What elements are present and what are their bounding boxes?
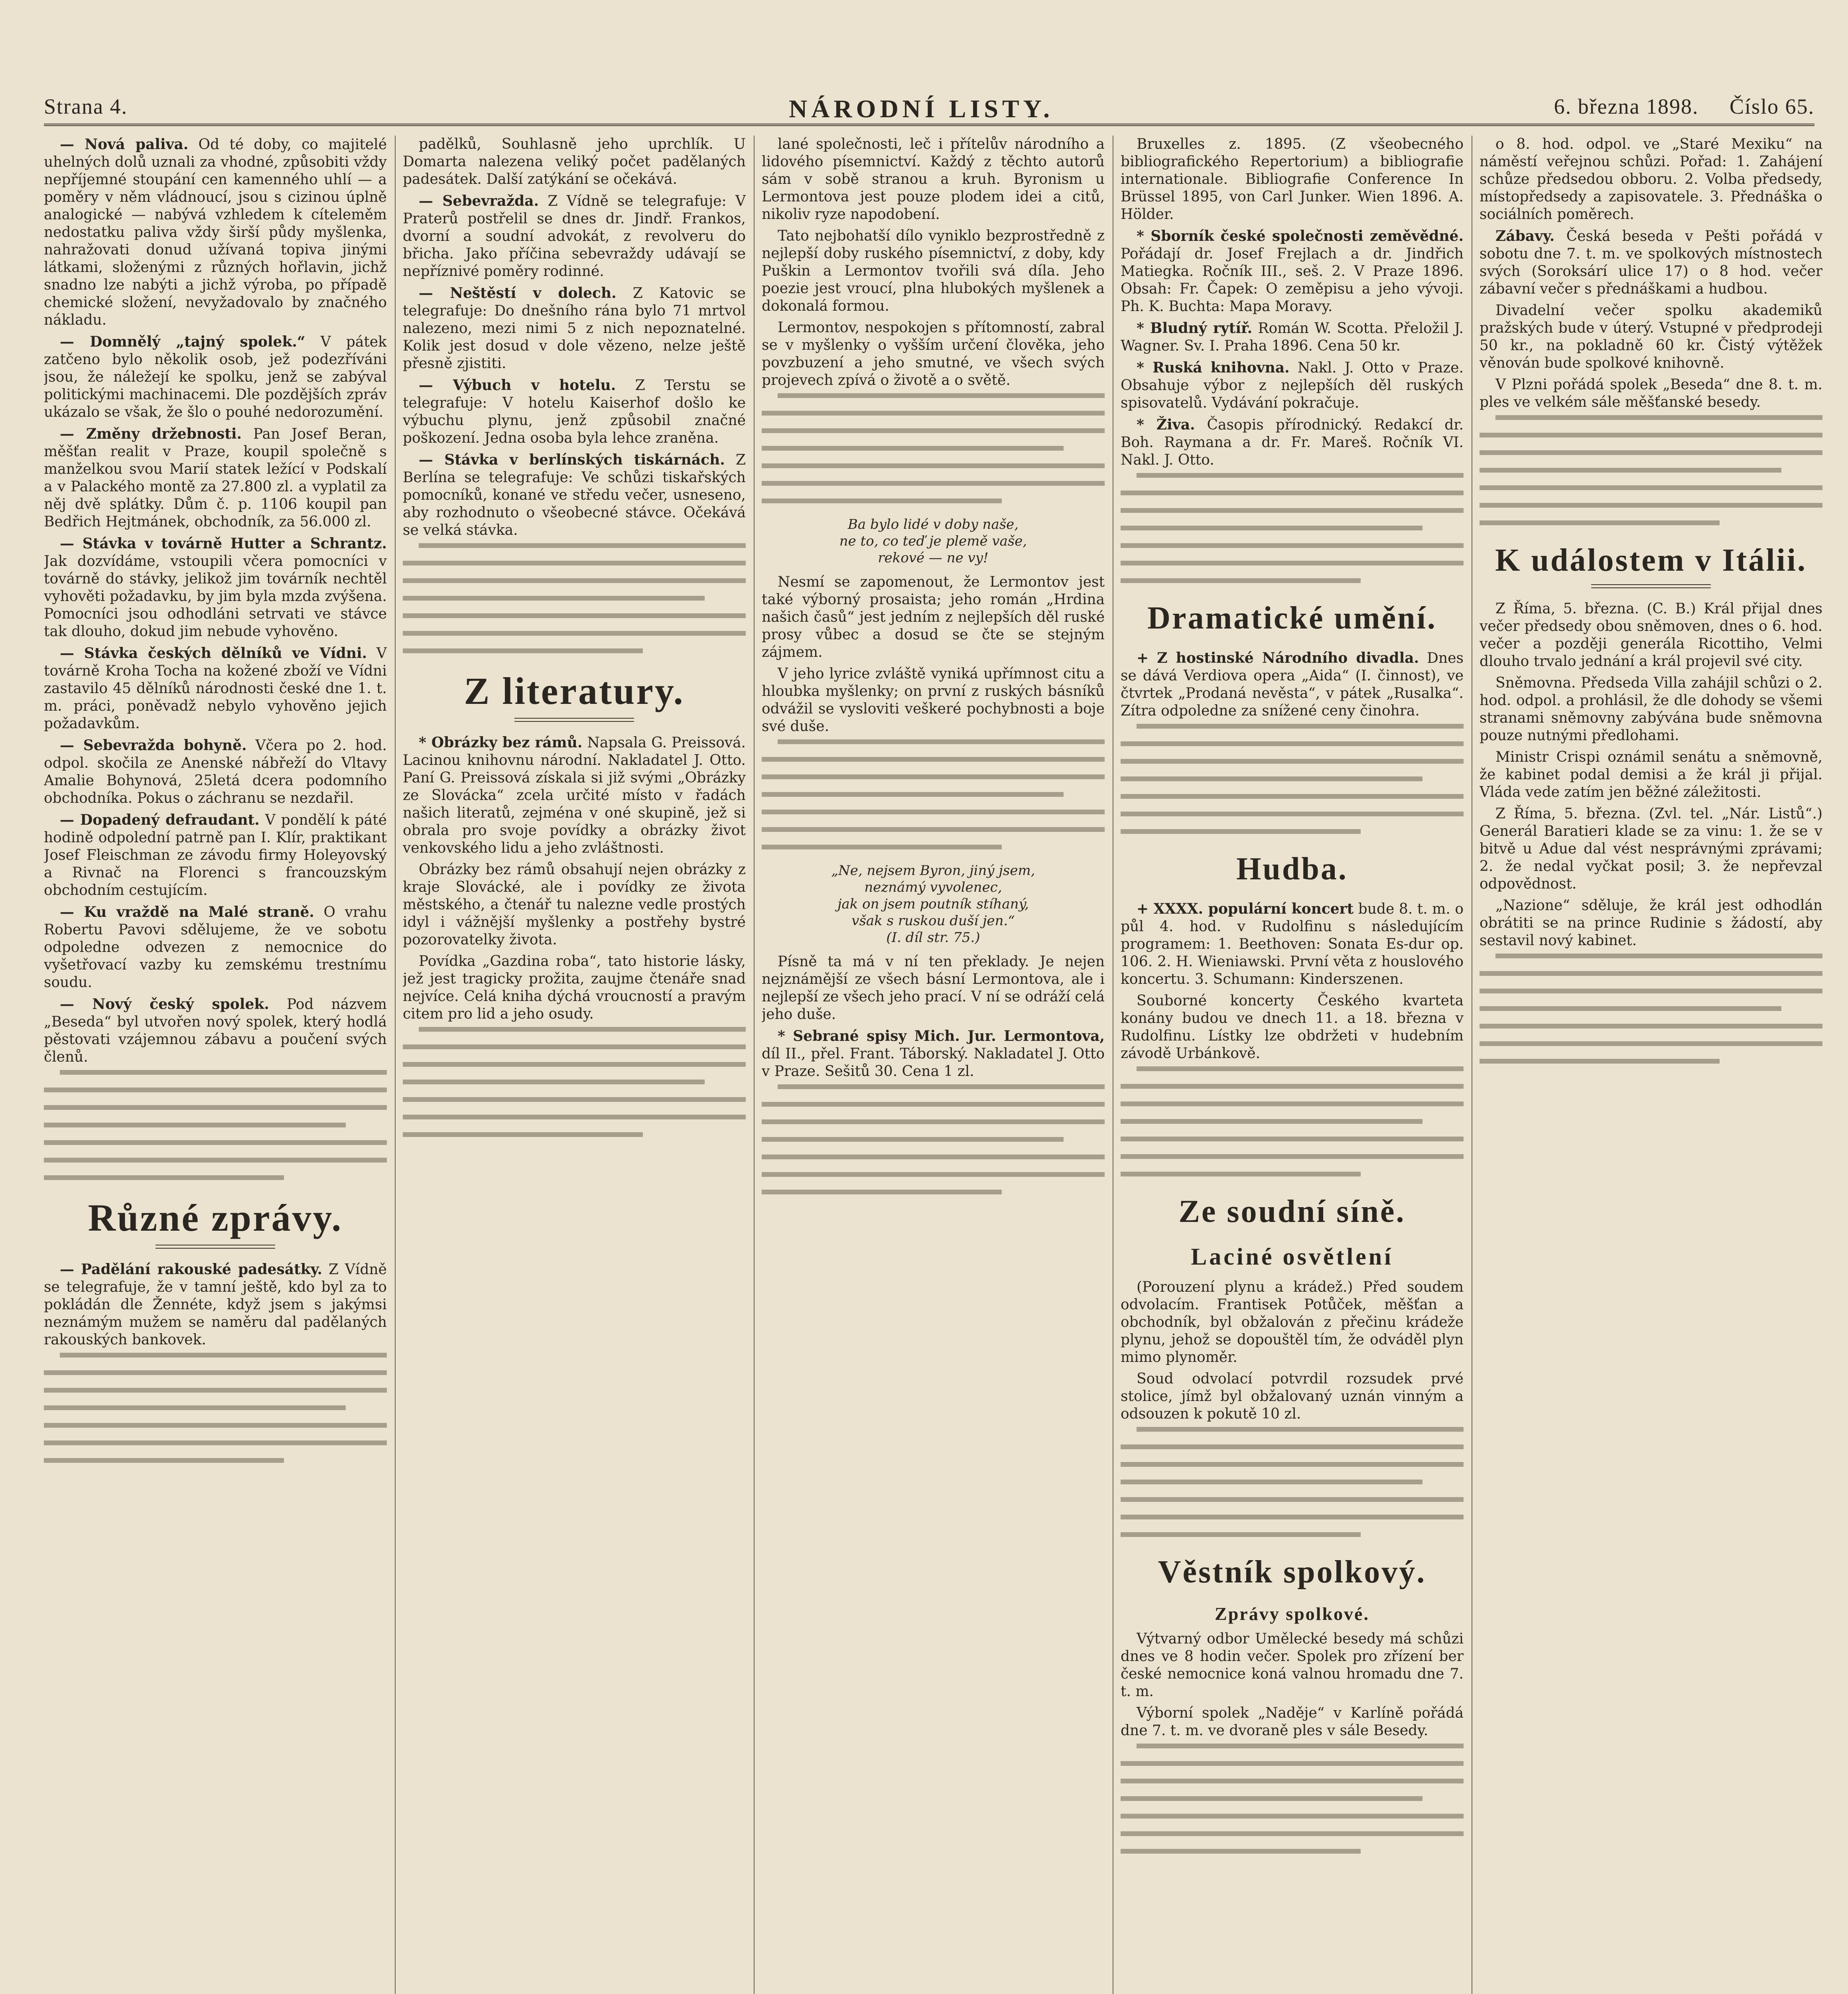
section-ornament xyxy=(514,718,634,722)
article-headline: + Z hostinské Národního divadla. xyxy=(1137,650,1419,666)
article-body: padělků, Souhlasně jeho uprchlík. U Domarta nalezena veliký počet padělaných padesátek. Další zatýkání se očekává. xyxy=(403,136,746,187)
article-paragraph xyxy=(1121,900,1464,988)
text-line xyxy=(1495,415,1822,420)
article-headline: — Stávka českých dělníků ve Vídni. xyxy=(60,645,367,662)
text-line xyxy=(403,1132,643,1137)
text-line xyxy=(762,810,1105,814)
text-line xyxy=(762,498,1002,503)
poem-quote: Ba bylo lidé v doby naše, ne to, co teď je plemě vaše, rekové — ne vy! xyxy=(839,516,1027,566)
article-body: Obrázky bez rámů obsahují nejen obrázky z kraje Slovácké, ale i povídky ze života městského, a čtenář tu nalezne vedle prostých idyl i vážnější myšlenky a postřehy bystré pozorovatelky života. xyxy=(403,861,746,948)
text-line xyxy=(1121,578,1361,583)
text-line xyxy=(1480,1041,1822,1046)
article-paragraph xyxy=(1480,897,1822,950)
text-line xyxy=(778,739,1105,744)
text-texture xyxy=(1480,954,1822,1064)
text-line xyxy=(1480,971,1822,976)
text-line xyxy=(1121,543,1464,548)
text-texture xyxy=(44,1070,387,1180)
text-line xyxy=(762,845,1002,849)
text-texture xyxy=(762,393,1105,503)
article-body: O vrahu Robertu Pavovi sdělujeme, že ve sobotu odpoledne odvezen z nemocnice do vyšetřovací vazby ku zemskému trestnímu soudu. xyxy=(44,904,387,991)
text-texture xyxy=(1121,724,1464,834)
article-paragraph xyxy=(44,995,387,1066)
text-line xyxy=(44,1140,387,1145)
article-paragraph xyxy=(762,573,1105,661)
article-paragraph xyxy=(44,136,387,329)
article-body: Souborné koncerty Českého kvarteta konány budou ve dnech 11. a 18. března v Rudolfinu. Lístky lze obdržeti v hudebním závodě Urbánkově. xyxy=(1121,993,1464,1062)
article-headline: * Obrázky bez rámů. xyxy=(419,734,583,751)
article-headline: — Ku vraždě na Malé straně. xyxy=(60,904,314,920)
article-body: V jeho lyrice zvláště vyniká upřímnost citu a hloubka myšlenky; on první z ruských básníků odvážil se vysloviti veškeré pochybnosti a boje své duše. xyxy=(762,666,1105,735)
article-paragraph xyxy=(1121,1630,1464,1700)
newspaper-title: NÁRODNÍ LISTY. xyxy=(789,95,1054,123)
article-headline: — Sebevražda. xyxy=(419,193,539,209)
column-2 xyxy=(403,136,746,1994)
text-line xyxy=(1121,1814,1464,1819)
article-paragraph xyxy=(1121,319,1464,355)
article-headline: * Ruská knihovna. xyxy=(1137,359,1290,376)
article-paragraph xyxy=(403,136,746,188)
text-line xyxy=(1121,526,1422,530)
article-paragraph xyxy=(403,734,746,857)
article-body: Včera po 2. hod. odpol. skočila ze Anenské nábřeží do Vltavy Amalie Bohynová, 25letá dcera podomního obchodníka. Pokus o záchranu se nezdařil. xyxy=(44,737,387,806)
article-paragraph xyxy=(1121,359,1464,412)
text-texture xyxy=(1121,1427,1464,1537)
text-line xyxy=(1121,508,1464,513)
article-title-osvetleni: Laciné osvětlení xyxy=(1191,1243,1393,1270)
text-line xyxy=(762,792,1064,797)
article-body: V pátek zatčeno bylo několik osob, jež podezříváni jsou, že náležejí ke spolku, jenž se zabýval politickými machinacemi. Dle pozdějších zpráv ukázalo se však, že šlo o pouhé nedorozumění. xyxy=(44,334,387,420)
text-line xyxy=(1137,473,1464,478)
article-body: V továrně Kroha Tocha na kožené zboží ve Vídni zastavilo 45 dělníků národnosti české dne 1. t. m. práci, poněvadž nebylo vyhověno jejich požadavkům. xyxy=(44,645,387,732)
article-paragraph xyxy=(1121,1370,1464,1423)
column-rule xyxy=(754,136,755,1994)
article-paragraph xyxy=(762,319,1105,389)
article-headline: — Stávka v továrně Hutter a Schrantz. xyxy=(60,535,387,552)
article-body: Dnes se dává Verdiova opera „Aida“ (I. činnost), ve čtvrtek „Prodaná nevěsta“, v pátek „Rusalka“. Zítra odpoledne za snížené ceny činohra. xyxy=(1121,650,1464,719)
text-line xyxy=(403,613,746,618)
article-body: Divadelní večer spolku akademiků pražských bude v úterý. Vstupné v předprodeji 50 kr., na pokladně 60 kr. Čistý výtěžek věnován bude spolkové knihovně. xyxy=(1480,302,1822,371)
text-line xyxy=(60,1070,387,1075)
text-line xyxy=(403,631,746,636)
text-line xyxy=(762,481,1105,486)
article-paragraph xyxy=(1480,805,1822,893)
text-line xyxy=(762,1190,1002,1194)
section-title-udalosti-v-italii: K událostem v Itálii. xyxy=(1480,541,1822,588)
article-paragraph xyxy=(1121,1704,1464,1740)
article-body: „Nazione“ sděluje, že král jest odhodlán obrátiti se na prince Rudinie s žádostí, aby sestavil nový kabinet. xyxy=(1480,897,1822,949)
section-ornament xyxy=(156,1245,275,1249)
text-line xyxy=(1121,1172,1361,1176)
text-line xyxy=(1121,1444,1464,1449)
column-5 xyxy=(1480,136,1822,1994)
masthead xyxy=(44,92,1815,126)
text-line xyxy=(1121,812,1464,816)
article-body: Napsala G. Preissová. Lacinou knihovnu národní. Nakladatel J. Otto. Paní G. Preissová získala si již svými „Obrázky ze Slovácka“ zcela určité místo v řadách našich literatů, zejména v oné skupině, jež si obrala pro svoje povídky a obrázky život venkovského lidu a jeho zvláštnosti. xyxy=(403,735,746,856)
article-body: bude 8. t. m. o půl 4. hod. v Rudolfinu s následujícím programem: 1. Beethoven: Sonata Es-dur op. 106. 2. H. Wieniawski. První věta z houslového koncertu. 3. Schumann: Kinderszenen. xyxy=(1121,901,1464,987)
article-body: díl II., přel. Frant. Táborský. Nakladatel J. Otto v Praze. Sešitů 30. Cena 1 zl. xyxy=(762,1046,1105,1080)
article-headline: + XXXX. populární koncert xyxy=(1137,900,1354,917)
text-line xyxy=(403,561,746,565)
article-paragraph xyxy=(403,953,746,1023)
text-line xyxy=(44,1423,387,1428)
article-body: Pod názvem „Beseda“ byl utvořen nový spolek, který hodlá pěstovati vzájemnou zábavu a poučení svých členů. xyxy=(44,996,387,1065)
text-line xyxy=(1121,759,1464,764)
article-body: Nesmí se zapomenout, že Lermontov jest také výborný prosaista; jeho román „Hrdina našich časů“ jest jedním z nejlepších děl ruské prosy vůbec a dosud se čte se stejným zájmem. xyxy=(762,574,1105,660)
text-line xyxy=(1480,485,1822,490)
text-line xyxy=(44,1405,346,1410)
article-headline: — Nová paliva. xyxy=(60,136,189,153)
text-line xyxy=(1121,1084,1464,1089)
text-line xyxy=(1480,468,1781,473)
article-paragraph xyxy=(1121,649,1464,720)
section-title-vestnik-spolkovy: Věstník spolkový. xyxy=(1158,1555,1426,1590)
text-line xyxy=(1480,433,1822,437)
poem-quote: „Ne, nejsem Byron, jiný jsem, neznámý vyvolenec, jak on jsem poutník stíhaný, však s ruskou duší jen.“ (I. díl str. 75.) xyxy=(831,863,1035,946)
article-paragraph xyxy=(1480,302,1822,372)
article-body: Od té doby, co majitelé uhelných dolů uznali za vhodné, způsobiti vždy nepříjemné stoupání cen kamenného uhlí — a poměry v něm vládnoucí, jsou s cizinou úplně analogické — nabývá vzhledem k cíteleměm nedostatku paliva vždy širší půdy myšlenka, nahražovati donud užívaná topiva jinými látkami, složenými z různých hořlavin, jichž snadno lze nabýti a jichž výroba, po případě chemické složení, nevyžadovalo by značného nákladu. xyxy=(44,136,387,328)
page-number: Strana 4. xyxy=(44,95,128,118)
text-line xyxy=(1480,1059,1720,1064)
text-line xyxy=(778,1084,1105,1089)
article-headline: — Výbuch v hotelu. xyxy=(419,377,616,394)
article-paragraph xyxy=(762,665,1105,735)
column-4 xyxy=(1121,136,1464,1994)
article-body: Nakl. J. Otto v Praze. Obsahuje výbor z nejlepších děl ruských spisovatelů. Vydávání pokračuje. xyxy=(1121,360,1464,411)
text-line xyxy=(1121,829,1361,834)
article-body: Povídka „Gazdina roba“, tato historie lásky, jež jest tragicky prožita, zaujme čtenáře snad nejvíce. Celá kniha dýchá vroucností a pravým citem pro lid a jeho osudy. xyxy=(403,953,746,1022)
text-line xyxy=(1121,1849,1361,1854)
text-texture xyxy=(1121,1066,1464,1176)
article-headline: — Změny držebnosti. xyxy=(60,426,242,442)
text-line xyxy=(1121,1119,1422,1124)
article-headline: — Dopadený defraudant. xyxy=(60,812,260,828)
article-paragraph xyxy=(1121,136,1464,223)
text-line xyxy=(419,543,746,548)
text-texture xyxy=(44,1353,387,1463)
text-line xyxy=(1121,1101,1464,1106)
text-line xyxy=(762,827,1105,832)
text-line xyxy=(762,428,1105,433)
text-line xyxy=(1121,741,1464,746)
article-paragraph xyxy=(1480,674,1822,745)
article-body: Výborní spolek „Naděje“ v Karlíně pořádá dne 7. t. m. ve dvoraně ples v sále Besedy. xyxy=(1121,1705,1464,1739)
article-paragraph xyxy=(1480,227,1822,298)
article-paragraph xyxy=(44,535,387,640)
text-line xyxy=(1137,1744,1464,1748)
text-line xyxy=(1121,1761,1464,1766)
article-body: Časopis přírodnický. Redakcí dr. Boh. Raymana a dr. Fr. Mareš. Ročník VI. Nakl. J. Otto. xyxy=(1121,417,1464,468)
text-line xyxy=(762,463,1105,468)
article-paragraph xyxy=(1121,416,1464,469)
text-texture xyxy=(403,1027,746,1137)
text-line xyxy=(44,1158,387,1163)
article-body: (Porouzení plynu a krádež.) Před soudem odvolacím. Frantisek Potůček, měšťan a obchodník, byl obžalován z přečinu krádeže plynu, jehož se dopouštěl tím, že odváděl plyn mimo plynoměr. xyxy=(1121,1279,1464,1365)
article-body: Z Říma, 5. března. (Zvl. tel. „Nár. Listů“.) Generál Baratieri klade se za vinu: 1. že se v bitvě u Adue dal vést nesprávnými zprávami; 2. že nedal vyčkat posil; 3. že nepřevzal odpovědnost. xyxy=(1480,806,1822,892)
article-paragraph xyxy=(403,284,746,372)
text-line xyxy=(762,774,1105,779)
text-line xyxy=(1121,1462,1464,1467)
text-line xyxy=(1480,520,1720,525)
section-title-z-literatury: Z literatury. xyxy=(403,669,746,722)
article-headline: — Padělání rakouské padesátky. xyxy=(60,1261,323,1278)
issue-info xyxy=(1554,94,1815,119)
text-line xyxy=(403,1097,746,1102)
text-line xyxy=(1137,1066,1464,1071)
article-headline: — Nový český spolek. xyxy=(60,996,269,1013)
text-texture xyxy=(1121,473,1464,583)
text-line xyxy=(403,648,643,653)
article-paragraph xyxy=(44,737,387,807)
text-line xyxy=(44,1370,387,1375)
text-line xyxy=(44,1440,387,1445)
article-paragraph xyxy=(1121,992,1464,1062)
text-line xyxy=(403,1062,746,1067)
article-headline: — Domnělý „tajný spolek.“ xyxy=(60,333,305,350)
article-body: Z Katovic se telegrafuje: Do dnešního rána bylo 71 mrtvol nalezeno, mezi nimi 5 z nich nepoznatelné. Kolik jest dosud v dole vězeno, nelze ještě přesně zjistiti. xyxy=(403,285,746,372)
section-title-ruzne-zpravy: Různé zprávy. xyxy=(44,1196,387,1249)
article-body: Z Vídně se telegrafuje, že v tamní ještě, kdo byl za to pokládán dle Žennéte, když jsem s jakýmsi neznámým mužem se naměru dal padělaných rakouských bankovek. xyxy=(44,1261,387,1348)
article-body: Výtvarný odbor Umělecké besedy má schůzi dnes ve 8 hodin večer. Spolek pro zřízení ber české nemocnice koná valnou hromadu dne 7. t. m. xyxy=(1121,1631,1464,1700)
text-line xyxy=(1121,776,1422,781)
article-body: Jak dozvídáme, vstoupili včera pomocníci v továrně do stávky, jelikož jim továrník nechtěl vyhověti požadavku, by jim byla mzda zvýšena. Pomocníci jsou odhodláni setrvati ve stávce tak dlouho, dokud jim nebude vyhověno. xyxy=(44,553,387,640)
issue-number: Číslo 65. xyxy=(1729,95,1815,118)
article-body: Soud odvolací potvrdil rozsudek prvé stolice, jímž byl obžalovaný uznán vinným a odsouzen k pokutě 10 zl. xyxy=(1121,1371,1464,1422)
text-line xyxy=(762,411,1105,416)
section-title-ze-soudni-sine: Ze soudní síně. xyxy=(1178,1194,1406,1229)
text-texture xyxy=(762,1084,1105,1194)
text-line xyxy=(44,1123,346,1127)
article-body: Sněmovna. Předseda Villa zahájil schůzi o 2. hod. odpol. a prohlásil, že dle dohody se všemi stranami sněmovny zabývána bude sněmovna pouze nutnými předlohami. xyxy=(1480,675,1822,744)
article-body: Pan Josef Beran, měšťan realit v Praze, koupil společně s manželkou svou Marií statek ležící v Podskalí a v Palackého montě za 27.800 zl. a vyplatil za něj dvě splátky. Dům č. p. 1106 koupil pan Bedřich Hejtmánek, obchodník, za 56.000 zl. xyxy=(44,426,387,530)
article-paragraph xyxy=(44,333,387,421)
article-paragraph xyxy=(762,227,1105,315)
text-line xyxy=(403,578,746,583)
article-paragraph xyxy=(44,903,387,991)
text-line xyxy=(403,1080,705,1084)
article-paragraph xyxy=(44,425,387,531)
text-line xyxy=(1480,1024,1822,1029)
article-body: lané společnosti, leč i přítelův národního a lidového písemnictví. Každý z těchto autorů sám v sobě stranou a kruh. Byronism u Lermontova jest pouze plodem idei a citů, nikoliv ryze napodobení. xyxy=(762,136,1105,223)
text-line xyxy=(762,446,1064,451)
article-paragraph xyxy=(403,376,746,447)
article-body: Ministr Crispi oznámil senátu a sněmovně, že kabinet podal demisi a že král ji přijal. Vláda vede zatím jen běžné záležitosti. xyxy=(1480,749,1822,800)
article-paragraph xyxy=(403,192,746,280)
text-line xyxy=(1495,954,1822,958)
text-line xyxy=(44,1088,387,1092)
article-paragraph xyxy=(762,953,1105,1023)
article-body: Česká beseda v Pešti pořádá v sobotu dne 7. t. m. ve spolkových místnostech svých (Soroksárí ulice 17) o 8 hod. večer zábavní večer s přednáškami a hudbou. xyxy=(1480,228,1822,297)
text-line xyxy=(762,1119,1105,1124)
text-line xyxy=(762,1172,1105,1177)
text-line xyxy=(1121,561,1464,565)
text-line xyxy=(762,1137,1064,1142)
text-line xyxy=(44,1458,284,1463)
text-line xyxy=(1121,1796,1422,1801)
article-body: Román W. Scotta. Přeložil J. Wagner. Sv. I. Praha 1896. Cena 50 kr. xyxy=(1121,320,1464,354)
article-headline: — Neštěstí v dolech. xyxy=(419,285,617,301)
article-headline: — Sebevražda bohyně. xyxy=(60,737,247,754)
text-line xyxy=(44,1175,284,1180)
article-body: o 8. hod. odpol. ve „Staré Mexiku“ na náměstí veřejnou schůzi. Pořad: 1. Zahájení schůze předsedou obboru. 2. Volba předsedy, místopředsedy a zapisovatele. 3. Přednáška o sociálních poměrech. xyxy=(1480,136,1822,223)
article-body: Lermontov, nespokojen s přítomností, zabral se v myšlenky o vyšším určení člověka, jeho povzbuzení a jeho smutné, ve všech svých projevech zpívá o životě a o světě. xyxy=(762,319,1105,388)
section-title-hudba: Hudba. xyxy=(1236,851,1348,887)
text-line xyxy=(1121,1137,1464,1141)
article-headline: Zábavy. xyxy=(1495,228,1555,244)
article-paragraph xyxy=(762,136,1105,223)
text-line xyxy=(1121,794,1464,799)
text-line xyxy=(1121,1779,1464,1783)
article-paragraph xyxy=(762,1027,1105,1080)
text-line xyxy=(419,1027,746,1032)
article-paragraph xyxy=(1480,136,1822,223)
text-line xyxy=(1121,1532,1361,1537)
text-line xyxy=(1480,1006,1781,1011)
text-line xyxy=(1121,1480,1422,1484)
text-line xyxy=(1121,491,1464,495)
text-texture xyxy=(1121,1744,1464,1854)
column-1 xyxy=(44,136,387,1994)
text-line xyxy=(762,757,1105,762)
text-line xyxy=(1480,989,1822,993)
section-title-dramaticke-umeni: Dramatické umění. xyxy=(1147,601,1437,636)
column-3 xyxy=(762,136,1105,1994)
text-line xyxy=(778,393,1105,398)
text-line xyxy=(1121,1497,1464,1502)
article-body: Bruxelles z. 1895. (Z všeobecného bibliografického Repertorium) a bibliografie internationale. Bibliografie Conference In Brüssel 1895, von Carl Junker. Wien 1896. A. Hölder. xyxy=(1121,136,1464,223)
text-line xyxy=(403,596,705,601)
article-body: Z Terstu se telegrafuje: V hotelu Kaiserhof došlo ke výbuchu plynu, jenž způsobil značné poškození. Jedna osoba byla lehce zraněna. xyxy=(403,377,746,446)
text-line xyxy=(44,1388,387,1393)
article-headline: — Stávka v berlínských tiskárnách. xyxy=(419,451,725,468)
text-texture xyxy=(403,543,746,653)
subsection-title-zpravy-spolkove: Zprávy spolkové. xyxy=(1215,1604,1369,1624)
article-paragraph xyxy=(44,644,387,733)
text-texture xyxy=(762,739,1105,849)
article-body: V Plzni pořádá spolek „Beseda“ dne 8. t. m. ples ve velkém sále měšťanské besedy. xyxy=(1480,376,1822,410)
text-line xyxy=(403,1044,746,1049)
article-paragraph xyxy=(1480,376,1822,411)
text-line xyxy=(1121,1831,1464,1836)
text-line xyxy=(60,1353,387,1358)
issue-date: 6. března 1898. xyxy=(1554,95,1699,118)
article-paragraph xyxy=(44,1261,387,1349)
article-paragraph xyxy=(403,451,746,539)
text-line xyxy=(1480,503,1822,508)
text-line xyxy=(1137,724,1464,729)
article-headline: * Bludný rytíř. xyxy=(1137,320,1253,337)
column-rule xyxy=(395,136,396,1994)
article-body: Tato nejbohatší dílo vyniklo bezprostředně z nejlepší doby ruského písemnictví, z doby, kdy Puškin a Lermontov tvořili svá díla. Jeho poezie jest vroucí, plna hlubokých myšlenek a dokonalá formou. xyxy=(762,228,1105,314)
text-texture xyxy=(1480,415,1822,525)
text-line xyxy=(762,1155,1105,1159)
article-body: V pondělí k páté hodině odpolední patrně pan I. Klír, praktikant Josef Fleischman ze závodu firmy Holeyovský a Rivnač na Florenci s francouzským obchodním cestujícím. xyxy=(44,812,387,898)
article-body: Pořádají dr. Josef Frejlach a dr. Jindřich Matiegka. Ročník III., seš. 2. V Praze 1896. Obsah: Fr. Čapek: O zeměpisu a jeho vývoji. Ph. K. Buchta: Mapa Moravy. xyxy=(1121,246,1464,315)
article-body: Z Vídně se telegrafuje: V Praterů postřelil se dnes dr. Jindř. Frankos, dvorní a soudní advokát, z revolveru do břicha. Jako příčina sebevraždy udávají se nepříznivé poměry rodinné. xyxy=(403,193,746,280)
article-paragraph xyxy=(1121,1279,1464,1366)
text-line xyxy=(44,1105,387,1110)
text-line xyxy=(762,1102,1105,1107)
article-paragraph xyxy=(1480,600,1822,670)
article-body: Z Říma, 5. března. (C. B.) Král přijal dnes večer předsedy obou sněmoven, dnes o 6. hod. večer a později generála Ricottiho, Velmi dlouho trvalo jednání a král projevil své city. xyxy=(1480,601,1822,670)
text-line xyxy=(1121,1154,1464,1159)
article-headline: * Sebrané spisy Mich. Jur. Lermontova, xyxy=(778,1028,1105,1044)
article-body: Písně ta má v ní ten překlady. Je nejen nejznámější ze všech básní Lermontova, ale i nejlepší ze všech jeho prací. V ní se odráží celá jeho duše. xyxy=(762,954,1105,1023)
article-paragraph xyxy=(1480,749,1822,801)
text-line xyxy=(1137,1427,1464,1432)
article-paragraph xyxy=(403,861,746,949)
text-line xyxy=(1480,450,1822,455)
text-line xyxy=(1121,1515,1464,1519)
article-body: Z Berlína se telegrafuje: Ve schůzi tiskařských pomocníků, konané ve středu večer, usneseno, aby rozhodnuto o všeobecné stávce. Očekává se velká stávka. xyxy=(403,452,746,538)
article-headline: * Sborník české společnosti zeměvědné. xyxy=(1137,228,1464,244)
article-paragraph xyxy=(1121,227,1464,315)
article-paragraph xyxy=(44,811,387,899)
text-line xyxy=(403,1115,746,1119)
article-headline: * Živa. xyxy=(1137,416,1195,433)
section-ornament xyxy=(1591,584,1711,588)
